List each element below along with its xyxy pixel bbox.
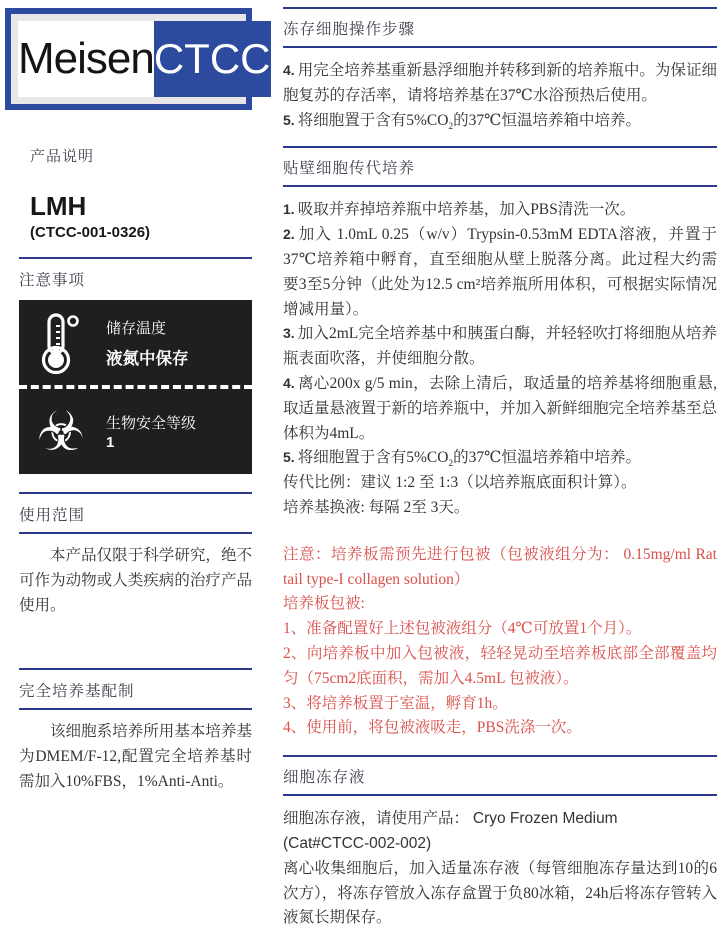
cryo-instructions: 离心收集细胞后，加入适量冻存液（每管细胞冻存量达到10的6次方），将冻存管放入冻存盒置于负80冰箱，24h后将冻存管转入液氮长期保存。 bbox=[283, 859, 718, 927]
cryo-product-name: Cryo Frozen Medium bbox=[472, 810, 618, 828]
right-column bbox=[283, 0, 717, 931]
step-text: 将细胞置于含有5%CO bbox=[297, 449, 449, 467]
step-number: 4. bbox=[283, 62, 295, 78]
co2-subscript: 2 bbox=[448, 459, 454, 470]
biosafety-level-text bbox=[106, 412, 196, 451]
step-text: 加入2mL完全培养基中和胰蛋白酶，并轻轻吹打将细胞从培养瓶表面吹落，并使细胞分散。 bbox=[283, 325, 717, 368]
biohazard-glyph: ☣ bbox=[36, 399, 86, 463]
step-text: 吸取并弃掉培养瓶中培养基，加入PBS清洗一次。 bbox=[297, 201, 636, 219]
logo-ctcc-text: CTCC bbox=[154, 21, 271, 97]
cryo-catalog-number: (Cat#CTCC-002-002) bbox=[283, 834, 432, 852]
logo-row bbox=[18, 21, 271, 97]
step-number: 3. bbox=[283, 325, 295, 342]
storage-temperature-row bbox=[19, 300, 252, 385]
section-divider bbox=[19, 532, 252, 534]
coating-item-3: 3、将培养板置于室温，孵育1h。 bbox=[283, 694, 508, 712]
coating-item-4: 4、使用前，将包被液吸走，PBS洗涤一次。 bbox=[283, 719, 582, 737]
storage-temperature-value: 液氮中保存 bbox=[106, 348, 189, 368]
product-name: LMH bbox=[30, 191, 87, 221]
storage-temperature-text bbox=[106, 317, 189, 369]
step-text: 将细胞置于含有5%CO bbox=[297, 111, 449, 129]
usage-scope-text: 本产品仅限于科学研究，绝不可作为动物或人类疾病的治疗产品使用。 bbox=[19, 547, 252, 614]
biosafety-level-value: 1 bbox=[106, 434, 115, 451]
thermometer-icon bbox=[29, 312, 93, 374]
frozen-step-4 bbox=[283, 59, 717, 109]
frozen-cell-steps-heading: 冻存细胞操作步骤 bbox=[283, 21, 416, 38]
meisen-ctcc-logo bbox=[5, 8, 271, 110]
frozen-step-5 bbox=[283, 109, 717, 134]
complete-medium-heading: 完全培养基配制 bbox=[19, 683, 135, 701]
cryo-medium-heading: 细胞冻存液 bbox=[283, 769, 366, 787]
usage-scope-heading: 使用范围 bbox=[19, 507, 86, 524]
subculture-step-2 bbox=[283, 223, 717, 322]
step-number: 5. bbox=[283, 111, 295, 128]
step-number: 1. bbox=[283, 201, 295, 218]
step-number: 4. bbox=[283, 374, 295, 391]
subculture-body bbox=[283, 198, 717, 520]
coating-subheading: 培养板包被: bbox=[283, 595, 365, 613]
step-text: 离心200x g/5 min，去除上清后，取适量的培养基将细胞重悬, 取适量悬液置于新的培养瓶中，并加入新鲜细胞完全培养基至总体积为4mL。 bbox=[283, 374, 718, 442]
coating-note: 注意：培养板需预先进行包被（包被液组分为： 0.15mg/ml Rat tail type-I collagen solution） bbox=[283, 545, 717, 588]
cryo-intro-text: 细胞冻存液，请使用产品： bbox=[283, 810, 470, 828]
section-divider bbox=[283, 794, 717, 796]
section-divider bbox=[283, 46, 717, 48]
passage-ratio-line: 传代比例：建议 1:2 至 1:3（以培养瓶底面积计算）。 bbox=[283, 474, 637, 492]
cryo-product-line bbox=[283, 807, 717, 832]
notice-heading: 注意事项 bbox=[19, 272, 86, 289]
biosafety-level-row bbox=[19, 389, 252, 474]
subculture-step-3 bbox=[283, 322, 717, 372]
left-column-content bbox=[19, 145, 252, 795]
left-column bbox=[5, 0, 271, 795]
subculture-step-1 bbox=[283, 198, 717, 223]
subculture-heading: 贴壁细胞传代培养 bbox=[283, 160, 416, 178]
cryo-medium-body bbox=[283, 807, 717, 931]
biosafety-level-label: 生物安全等级 bbox=[106, 416, 197, 432]
step-text: 用完全培养基重新悬浮细胞并转移到新的培养瓶中。为保证细胞复苏的存活率，请将培养基在37℃水浴预热后使用。 bbox=[283, 62, 717, 104]
logo-meisen-text: Meisen bbox=[18, 21, 154, 97]
section-divider bbox=[19, 708, 252, 710]
coating-note-block bbox=[283, 543, 717, 741]
step-text: 加入 1.0mL 0.25（w/v）Trypsin-0.53mM EDTA溶液，并置于37℃培养箱中孵育，直至细胞从壁上脱落分离。此过程大约需要3至5分钟（此处为12.5 cm²培养瓶所用体积，可根据实际情况增减用量）。 bbox=[283, 226, 717, 318]
coating-item-2: 2、向培养板中加入包被液，轻轻晃动至培养板底部全部覆盖均匀（75cm2底面积，需加入4.5mL 包被液）。 bbox=[283, 644, 717, 687]
subculture-step-4 bbox=[283, 372, 717, 446]
frozen-cell-steps-body bbox=[283, 59, 717, 133]
product-description-label: 产品说明 bbox=[30, 149, 95, 165]
coating-item-1: 1、准备配置好上述包被液组分（4℃可放置1个月）。 bbox=[283, 620, 642, 638]
section-divider bbox=[283, 185, 717, 187]
medium-change-line: 培养基换液: 每隔 2至 3天。 bbox=[283, 498, 470, 516]
step-number: 5. bbox=[283, 449, 295, 466]
step-number: 2. bbox=[283, 226, 295, 243]
co2-subscript: 2 bbox=[448, 121, 454, 132]
subculture-step-5 bbox=[283, 446, 717, 471]
step-text: 的37℃恒温培养箱中培养。 bbox=[453, 111, 641, 129]
storage-temperature-label: 储存温度 bbox=[106, 320, 167, 337]
step-text: 的37℃恒温培养箱中培养。 bbox=[453, 449, 641, 467]
catalog-number: (CTCC-001-0326) bbox=[30, 224, 151, 241]
biohazard-icon bbox=[29, 399, 93, 463]
storage-safety-panel bbox=[19, 300, 252, 474]
complete-medium-text: 该细胞系培养所用基本培养基为DMEM/F-12,配置完全培养基时需加入10%FBS，1%Anti-Anti。 bbox=[19, 723, 252, 790]
